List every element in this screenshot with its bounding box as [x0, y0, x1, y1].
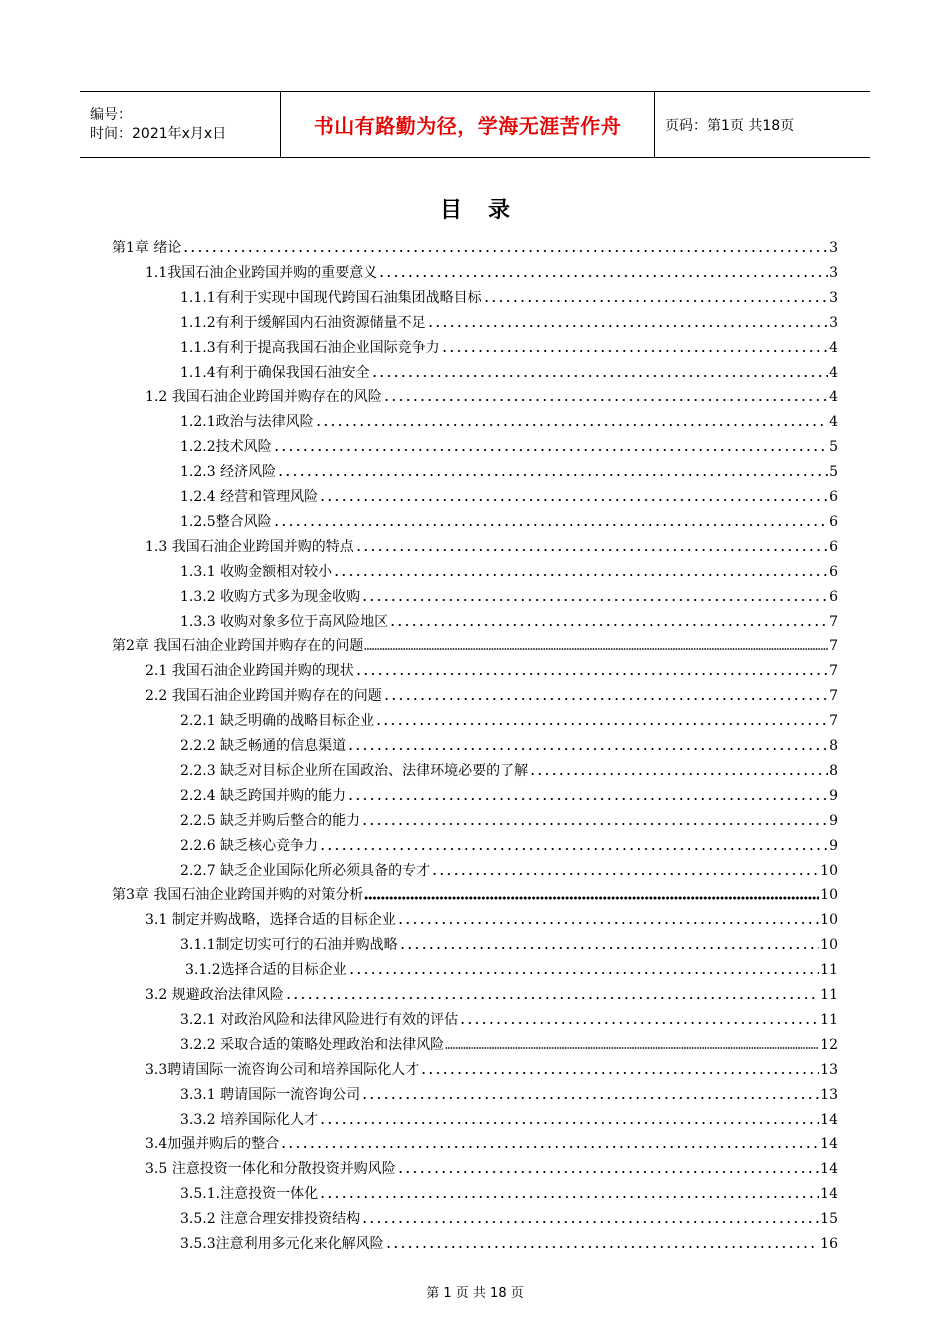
toc-dot-leader — [347, 747, 828, 751]
toc-entry-page: 6 — [829, 563, 838, 580]
page-header — [80, 91, 870, 158]
toc-dot-leader — [319, 1195, 819, 1199]
toc-entry[interactable] — [180, 1204, 838, 1228]
toc-entry-page: 11 — [820, 987, 838, 1003]
toc-entry-title: 2.2.4 缺乏跨国并购的能力 — [180, 787, 347, 804]
toc-entry-page: 6 — [829, 513, 838, 530]
toc-entry-page: 7 — [829, 663, 838, 680]
toc-entry[interactable] — [185, 955, 838, 979]
toc-dot-leader — [355, 672, 828, 676]
toc-dot-leader — [361, 822, 828, 826]
toc-entry-page: 13 — [820, 1061, 838, 1078]
toc-entry[interactable] — [145, 656, 838, 680]
toc-entry-page: 3 — [829, 289, 838, 306]
toc-dot-leader — [378, 274, 828, 278]
toc-entry[interactable] — [180, 756, 838, 780]
toc-entry-title: 1.2.2技术风险 — [180, 439, 272, 456]
toc-dot-leader — [420, 1071, 819, 1075]
document-time-label: 时间：2021年x月x日 — [90, 125, 227, 142]
toc-dot-leader — [371, 374, 828, 378]
header-motto: 书山有路勤为径，学海无涯苦作舟 — [313, 114, 622, 138]
toc-dot-leader — [397, 921, 819, 925]
toc-dot-leader — [319, 1121, 819, 1125]
toc-entry-title: 3.5 注意投资一体化和分散投资并购风险 — [145, 1161, 396, 1178]
toc-dot-leader — [385, 1245, 820, 1249]
toc-entry-page: 12 — [820, 1036, 838, 1053]
toc-dot-leader — [389, 623, 828, 627]
toc-entry[interactable] — [180, 333, 838, 357]
toc-entry[interactable] — [112, 631, 838, 655]
toc-entry[interactable] — [145, 532, 838, 556]
toc-entry-page: 6 — [829, 538, 838, 555]
toc-entry[interactable] — [145, 1129, 838, 1153]
toc-entry-title: 3.3.2 培养国际化人才 — [180, 1111, 319, 1128]
toc-entry[interactable] — [180, 806, 838, 830]
toc-entry-title: 2.2.1 缺乏明确的战略目标企业 — [180, 713, 375, 730]
toc-dot-leader — [277, 473, 828, 477]
toc-entry-page: 9 — [829, 837, 838, 854]
toc-entry-page: 14 — [820, 1136, 838, 1153]
toc-entry[interactable] — [112, 233, 838, 257]
toc-entry[interactable] — [180, 1080, 838, 1104]
toc-entry-title: 1.3.3 收购对象多位于高风险地区 — [180, 613, 389, 630]
toc-entry-title: 1.2.1政治与法律风险 — [180, 414, 314, 431]
toc-entry-page: 13 — [820, 1086, 838, 1103]
toc-entry-page: 10 — [820, 887, 838, 904]
toc-entry-title: 3.3聘请国际一流咨询公司和培养国际化人才 — [145, 1061, 420, 1078]
toc-entry-page: 7 — [829, 688, 838, 705]
toc-dot-leader — [273, 523, 828, 527]
toc-entry-title: 1.1.4有利于确保我国石油安全 — [180, 364, 370, 381]
toc-entry-page: 11 — [820, 962, 838, 979]
toc-entry-page: 5 — [829, 464, 838, 481]
toc-entry[interactable] — [145, 382, 838, 406]
toc-entry[interactable] — [180, 831, 838, 855]
toc-entry-page: 14 — [820, 1161, 838, 1178]
toc-entry-title: 1.3.2 收购方式多为现金收购 — [180, 588, 361, 605]
toc-dot-leader — [182, 249, 828, 253]
toc-entry[interactable] — [180, 457, 838, 481]
toc-entry-title: 第1章 绪论 — [112, 240, 182, 256]
toc-dot-leader — [529, 772, 828, 776]
toc-entry-page: 4 — [829, 389, 838, 406]
toc-entry-title: 3.4加强并购后的整合 — [145, 1136, 280, 1153]
toc-entry-title: 3.2.1 对政治风险和法律风险进行有效的评估 — [180, 1011, 459, 1028]
toc-dot-leader — [361, 1096, 819, 1100]
toc-dot-leader — [315, 423, 828, 427]
toc-entry[interactable] — [180, 308, 838, 332]
toc-entry-title: 第3章 我国石油企业跨国并购的对策分析 — [112, 887, 364, 904]
toc-dot-leader — [285, 996, 819, 1000]
toc-dot-leader — [383, 398, 828, 402]
toc-entry-title: 3.2.2 采取合适的策略处理政治和法律风险 — [180, 1036, 445, 1053]
toc-entry-title: 3.3.1 聘请国际一流咨询公司 — [180, 1086, 361, 1103]
header-motto-cell — [281, 92, 655, 157]
toc-dot-leader — [483, 299, 828, 303]
toc-dot-leader — [319, 498, 828, 502]
toc-entry[interactable] — [180, 482, 838, 506]
toc-entry-page: 4 — [829, 364, 838, 381]
toc-entry-page: 6 — [829, 588, 838, 605]
toc-entry[interactable] — [180, 432, 838, 456]
toc-entry-title: 3.1 制定并购战略，选择合适的目标企业 — [145, 912, 396, 929]
toc-dot-leader — [459, 1021, 819, 1025]
toc-entry-title: 1.3.1 收购金额相对较小 — [180, 563, 333, 580]
toc-dot-leader — [361, 1220, 819, 1224]
toc-entry-page: 7 — [829, 613, 838, 630]
toc-entry[interactable] — [180, 1005, 838, 1029]
toc-entry-page: 8 — [829, 738, 838, 754]
toc-dot-leader — [364, 896, 819, 900]
toc-dot-leader — [319, 847, 828, 851]
toc-dot-leader — [347, 797, 828, 801]
toc-entry[interactable] — [180, 283, 838, 307]
document-number-label: 编号： — [90, 106, 132, 123]
toc-entry-title: 3.5.2 注意合理安排投资结构 — [180, 1211, 361, 1228]
toc-entry-title: 2.1 我国石油企业跨国并购的现状 — [145, 663, 354, 680]
toc-entry-title: 第2章 我国石油企业跨国并购存在的问题 — [112, 638, 364, 655]
toc-entry-title: 2.2.3 缺乏对目标企业所在国政治、法律环境必要的了解 — [180, 762, 529, 779]
toc-dot-leader — [375, 722, 828, 726]
toc-entry[interactable] — [145, 258, 838, 282]
toc-dot-leader — [355, 548, 828, 552]
toc-entry-title: 1.2.4 经营和管理风险 — [180, 489, 319, 505]
toc-dot-leader — [397, 1170, 819, 1174]
toc-dot-leader — [361, 598, 828, 602]
page-footer: 第 1 页 共 18 页 — [426, 1286, 524, 1301]
toc-entry-page: 16 — [820, 1236, 838, 1252]
toc-entry-page: 10 — [820, 862, 838, 879]
toc-entry[interactable] — [180, 557, 838, 581]
toc-dot-leader — [445, 1046, 819, 1050]
toc-entry-page: 4 — [829, 339, 838, 356]
toc-entry[interactable] — [180, 1105, 838, 1129]
header-page-info — [655, 92, 870, 157]
toc-entry[interactable] — [180, 930, 838, 954]
toc-entry[interactable] — [180, 1229, 838, 1253]
toc-entry-title: 1.2.3 经济风险 — [180, 464, 277, 481]
toc-entry-page: 6 — [829, 489, 838, 505]
toc-entry-title: 3.5.3注意利用多元化来化解风险 — [180, 1236, 384, 1252]
toc-entry-title: 1.1.3有利于提高我国石油企业国际竞争力 — [180, 339, 440, 356]
toc-dot-leader — [441, 349, 828, 353]
toc-entry[interactable] — [145, 1154, 838, 1178]
toc-entry-title: 1.2 我国石油企业跨国并购存在的风险 — [145, 389, 382, 406]
toc-entry-title: 1.1.2有利于缓解国内石油资源储量不足 — [180, 314, 426, 331]
toc-entry[interactable] — [180, 731, 838, 755]
toc-dot-leader — [348, 971, 820, 975]
toc-entry[interactable] — [180, 407, 838, 431]
toc-dot-leader — [427, 324, 828, 328]
toc-entry[interactable] — [180, 1179, 838, 1203]
toc-dot-leader — [383, 697, 828, 701]
toc-entry-title: 2.2.5 缺乏并购后整合的能力 — [180, 812, 361, 829]
toc-entry-page: 10 — [820, 937, 838, 954]
toc-dot-leader — [333, 573, 828, 577]
toc-entry-title: 3.2 规避政治法律风险 — [145, 987, 284, 1003]
toc-entry[interactable] — [180, 856, 838, 880]
toc-entry-page: 9 — [829, 812, 838, 829]
toc-dot-leader — [431, 872, 819, 876]
toc-entry[interactable] — [180, 582, 838, 606]
toc-entry-title: 2.2 我国石油企业跨国并购存在的问题 — [145, 688, 382, 705]
toc-entry-title: 1.1我国石油企业跨国并购的重要意义 — [145, 264, 378, 281]
toc-entry[interactable] — [180, 507, 838, 531]
toc-entry[interactable] — [180, 607, 838, 631]
toc-dot-leader — [399, 946, 820, 950]
toc-entry[interactable] — [180, 706, 838, 730]
toc-entry[interactable] — [180, 781, 838, 805]
toc-entry-page: 5 — [829, 439, 838, 456]
toc-entry-page: 7 — [829, 638, 838, 655]
toc-title: 目录 — [439, 198, 536, 223]
toc-entry-page: 10 — [820, 912, 838, 929]
toc-dot-leader — [273, 448, 828, 452]
toc-dot-leader — [364, 647, 828, 651]
toc-entry[interactable] — [145, 1055, 838, 1079]
toc-entry[interactable] — [180, 1030, 838, 1054]
header-page-number: 页码：第1页 共18页 — [665, 117, 795, 134]
toc-entry-title: 2.2.7 缺乏企业国际化所必须具备的专才 — [180, 862, 431, 879]
toc-entry-page: 9 — [829, 787, 838, 804]
toc-entry-page: 3 — [829, 264, 838, 281]
toc-entry-page: 11 — [820, 1011, 838, 1028]
toc-entry[interactable] — [145, 905, 838, 929]
header-meta — [80, 92, 281, 157]
toc-entry[interactable] — [145, 681, 838, 705]
toc-entry-page: 3 — [829, 240, 838, 256]
toc-entry[interactable] — [180, 358, 838, 382]
toc-entry-title: 3.1.2选择合适的目标企业 — [185, 962, 347, 979]
toc-entry-title: 1.1.1有利于实现中国现代跨国石油集团战略目标 — [180, 289, 482, 306]
toc-entry-page: 14 — [820, 1111, 838, 1128]
toc-dot-leader — [280, 1145, 819, 1149]
toc-entry-page: 7 — [829, 713, 838, 730]
toc-entry[interactable] — [145, 980, 838, 1004]
toc-entry-page: 14 — [820, 1186, 838, 1203]
toc-entry-title: 1.3 我国石油企业跨国并购的特点 — [145, 538, 354, 555]
toc-entry-title: 2.2.2 缺乏畅通的信息渠道 — [180, 738, 347, 754]
toc-entry-page: 15 — [820, 1211, 838, 1228]
toc-entry-page: 8 — [829, 762, 838, 779]
toc-entry-page: 4 — [829, 414, 838, 431]
toc-entry-title: 3.1.1制定切实可行的石油并购战略 — [180, 937, 398, 954]
toc-entry[interactable] — [112, 880, 838, 904]
toc-entry-title: 2.2.6 缺乏核心竞争力 — [180, 837, 319, 854]
toc-entry-title: 3.5.1.注意投资一体化 — [180, 1186, 319, 1203]
toc-entry-page: 3 — [829, 314, 838, 331]
toc-entry-title: 1.2.5整合风险 — [180, 513, 272, 530]
